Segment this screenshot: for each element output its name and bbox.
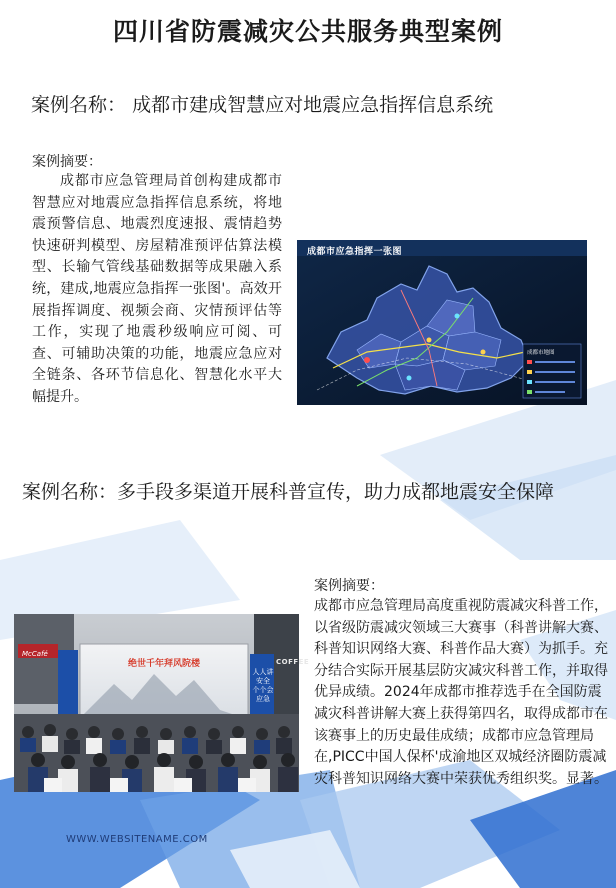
stage-banner-text: 绝世千年拜风院楼: [127, 659, 200, 669]
map-marker: [364, 357, 370, 363]
legend-swatch: [527, 380, 532, 384]
map-marker: [455, 314, 460, 319]
case2-name-label: 案例名称：: [22, 481, 118, 503]
case1-title: [31, 92, 601, 118]
case2-summary: [314, 596, 614, 790]
website-url[interactable]: WWW.WEBSITENAME.COM: [66, 834, 208, 845]
legend-swatch: [527, 370, 532, 374]
legend-line: [535, 391, 565, 393]
map-title: 成都市应急指挥一张图: [307, 247, 403, 257]
case2-summary-label: 案例摘要：: [314, 578, 384, 594]
map-marker: [407, 376, 412, 381]
legend-line: [535, 371, 575, 373]
case1-name-label: 案例名称：: [31, 94, 127, 116]
legend-swatch: [527, 360, 532, 364]
side-banner-left: [58, 650, 78, 722]
map-legend-title: 成都市地图: [527, 350, 555, 356]
map-marker: [427, 338, 432, 343]
side-banner-text: 人人讲安全 个个会应急: [252, 668, 274, 703]
case2-name: 多手段多渠道开展科普宣传，助力成都地震安全保障: [117, 481, 555, 503]
legend-swatch: [527, 390, 532, 394]
case1-summary-text: 成都市应急管理局首创构建成都市智慧应对地震应急指挥信息系统，将地震预警信息、地震烈度速报、震情趋势快速研判模型、房屋精准预评估算法模型、长输气管线基础数据等成果融入系统，建成,地震应急指挥一张图'。高效开展指挥调度、视频会商、灾情预评估等工作，实现了地震秒级响应可阅、可查、可辅助决策的功能，地震应急应对全链条、各环节信息化、智慧化水平大幅提升。: [32, 173, 282, 405]
event-photo: [14, 614, 310, 792]
emergency-command-map: [297, 240, 587, 405]
mccafe-sign: McCafé: [22, 650, 48, 658]
case2-title: [22, 478, 597, 506]
legend-line: [535, 381, 575, 383]
case1-summary-label: 案例摘要：: [32, 154, 102, 170]
coffee-sign: COFFEE: [276, 658, 310, 666]
case1-name: 成都市建成智慧应对地震应急指挥信息系统: [132, 94, 494, 116]
case2-summary-text: 成都市应急管理局高度重视防震减灾科普工作，以省级防震减灾领域三大赛事（科普讲解大赛、科普知识网络大赛、科普作品大赛）为抓手。充分结合实际开展基层防灾减灾科普工作，并取得优异成绩。2024年成都市推荐选手在全国防震减灾科普讲解大赛上获得第四名，取得成都市在该赛事上的历史最佳成绩；成都市应急管理局在,PICC中国人保杯'成渝地区双城经济圈防震减灾科普知识网络大赛中荣获优秀组织奖。显著。: [314, 598, 608, 787]
legend-line: [535, 361, 575, 363]
page-title: 四川省防震减灾公共服务典型案例: [112, 17, 503, 46]
case1-summary: [32, 171, 282, 409]
map-marker: [481, 350, 486, 355]
